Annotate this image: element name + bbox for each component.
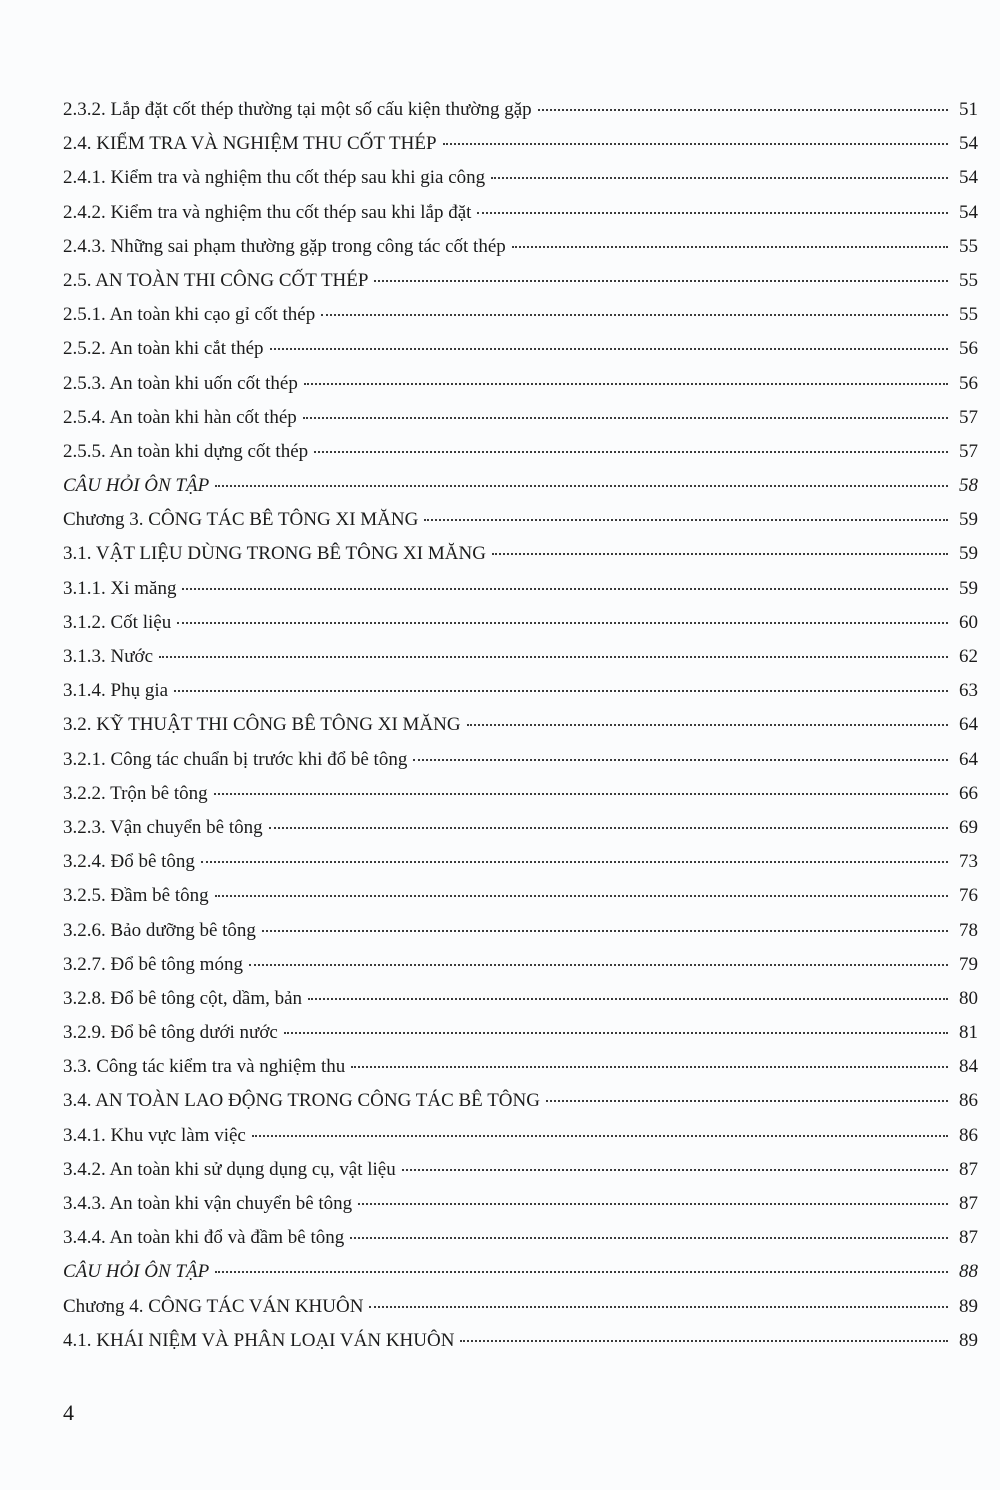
dot-leader xyxy=(358,1203,948,1205)
toc-entry-page: 84 xyxy=(959,1056,978,1078)
toc-entry-page: 80 xyxy=(959,987,978,1009)
toc-entry xyxy=(63,543,978,577)
dot-leader xyxy=(321,314,948,316)
toc-entry-page: 54 xyxy=(959,167,978,189)
toc-entry-page: 55 xyxy=(959,269,978,291)
toc-entry-label: 3.2.9. Đổ bê tông dưới nước xyxy=(63,1022,278,1044)
toc-entry-label: 2.5.1. An toàn khi cạo gỉ cốt thép xyxy=(63,304,316,326)
toc-entry xyxy=(63,1159,978,1193)
toc-entry-label: 3.2.7. Đổ bê tông móng xyxy=(63,953,243,975)
toc-entry xyxy=(63,441,978,475)
toc-entry-page: 86 xyxy=(959,1124,978,1146)
page-number: 4 xyxy=(63,1400,74,1425)
toc-entry xyxy=(63,1296,978,1330)
toc-entry-page: 64 xyxy=(959,748,978,770)
dot-leader xyxy=(460,1340,948,1342)
toc-entry-label: 3.2.8. Đổ bê tông cột, dầm, bản xyxy=(63,987,303,1009)
toc-entry-label: 3.2.6. Bảo dưỡng bê tông xyxy=(63,919,256,941)
toc-entry-label: 3.1.3. Nước xyxy=(63,646,153,667)
toc-entry-label: 3.2. KỸ THUẬT THI CÔNG BÊ TÔNG XI MĂNG xyxy=(63,714,461,736)
toc-entry-label: 2.5.4. An toàn khi hàn cốt thép xyxy=(63,406,297,428)
dot-leader xyxy=(369,1306,948,1308)
toc-entry xyxy=(63,817,978,851)
dot-leader xyxy=(303,417,948,419)
toc-entry xyxy=(63,1125,978,1159)
toc-entry xyxy=(63,1193,978,1227)
dot-leader xyxy=(249,964,948,966)
toc-entry-page: 59 xyxy=(959,543,978,565)
dot-leader xyxy=(492,553,948,555)
toc-entry-page: 56 xyxy=(959,372,978,394)
toc-entry xyxy=(63,338,978,372)
toc-entry-page: 64 xyxy=(959,714,978,736)
toc-entry-page: 66 xyxy=(959,782,978,804)
toc-entry xyxy=(63,1090,978,1124)
toc-entry xyxy=(63,407,978,441)
dot-leader xyxy=(538,109,948,111)
dot-leader xyxy=(350,1237,948,1239)
dot-leader xyxy=(284,1032,948,1034)
toc-entry xyxy=(63,612,978,646)
toc-entry xyxy=(63,1022,978,1056)
toc-entry xyxy=(63,885,978,919)
toc-entry xyxy=(63,988,978,1022)
toc-entry-label: 2.5. AN TOÀN THI CÔNG CỐT THÉP xyxy=(63,269,369,291)
toc-entry-page: 57 xyxy=(959,406,978,428)
toc-entry xyxy=(63,578,978,612)
dot-leader xyxy=(252,1135,948,1137)
toc-entry-label: 3.2.4. Đổ bê tông xyxy=(63,851,195,873)
toc-entry xyxy=(63,954,978,988)
dot-leader xyxy=(443,143,948,145)
table-of-contents xyxy=(63,99,978,1364)
toc-entry-page: 58 xyxy=(959,475,978,497)
toc-entry-page: 54 xyxy=(959,201,978,223)
dot-leader xyxy=(215,1271,948,1273)
toc-entry-page: 60 xyxy=(959,611,978,633)
toc-entry-page: 57 xyxy=(959,440,978,462)
toc-entry xyxy=(63,749,978,783)
toc-entry-label: 3.4.1. Khu vực làm việc xyxy=(63,1124,246,1146)
toc-entry xyxy=(63,373,978,407)
dot-leader xyxy=(215,485,948,487)
toc-entry xyxy=(63,304,978,338)
toc-entry-page: 89 xyxy=(959,1295,978,1317)
dot-leader xyxy=(402,1169,948,1171)
toc-entry xyxy=(63,714,978,748)
toc-entry-page: 54 xyxy=(959,133,978,155)
dot-leader xyxy=(269,827,948,829)
toc-entry-page: 51 xyxy=(959,99,978,120)
toc-entry xyxy=(63,1261,978,1295)
toc-entry xyxy=(63,270,978,304)
toc-entry-label: CÂU HỎI ÔN TẬP xyxy=(63,1261,210,1283)
toc-entry xyxy=(63,202,978,236)
toc-entry xyxy=(63,509,978,543)
toc-entry xyxy=(63,920,978,954)
dot-leader xyxy=(215,895,948,897)
dot-leader xyxy=(262,930,948,932)
toc-entry-label: 2.5.2. An toàn khi cắt thép xyxy=(63,338,264,360)
toc-entry-page: 87 xyxy=(959,1158,978,1180)
toc-entry-label: 3.1.2. Cốt liệu xyxy=(63,611,172,633)
toc-entry-label: 3.2.1. Công tác chuẩn bị trước khi đổ bê tông xyxy=(63,748,408,770)
dot-leader xyxy=(424,519,948,521)
toc-entry-label: 3.3. Công tác kiểm tra và nghiệm thu xyxy=(63,1056,346,1078)
toc-entry xyxy=(63,851,978,885)
dot-leader xyxy=(270,348,948,350)
dot-leader xyxy=(546,1100,948,1102)
dot-leader xyxy=(351,1066,948,1068)
toc-entry-label: 4.1. KHÁI NIỆM VÀ PHÂN LOẠI VÁN KHUÔN xyxy=(63,1329,455,1351)
toc-entry xyxy=(63,1227,978,1261)
dot-leader xyxy=(182,588,948,590)
dot-leader xyxy=(177,622,948,624)
toc-entry-label: 3.1. VẬT LIỆU DÙNG TRONG BÊ TÔNG XI MĂNG xyxy=(63,543,486,565)
toc-entry xyxy=(63,1056,978,1090)
dot-leader xyxy=(159,656,948,658)
toc-entry xyxy=(63,133,978,167)
dot-leader xyxy=(413,759,948,761)
toc-entry-page: 55 xyxy=(959,235,978,257)
toc-entry xyxy=(63,783,978,817)
toc-entry-label: 3.2.2. Trộn bê tông xyxy=(63,782,208,804)
toc-entry-page: 59 xyxy=(959,577,978,599)
toc-entry-page: 89 xyxy=(959,1329,978,1351)
toc-entry-page: 62 xyxy=(959,646,978,667)
toc-entry-label: CÂU HỎI ÔN TẬP xyxy=(63,475,210,497)
toc-entry-label: 3.2.5. Đầm bê tông xyxy=(63,885,209,907)
dot-leader xyxy=(304,383,948,385)
toc-entry-page: 69 xyxy=(959,816,978,838)
dot-leader xyxy=(467,724,948,726)
toc-entry xyxy=(63,680,978,714)
toc-entry xyxy=(63,475,978,509)
toc-entry-page: 55 xyxy=(959,304,978,326)
toc-entry-label: 2.4.1. Kiểm tra và nghiệm thu cốt thép sau khi gia công xyxy=(63,167,486,189)
toc-entry-label: 3.2.3. Vận chuyển bê tông xyxy=(63,816,263,838)
toc-entry-page: 79 xyxy=(959,953,978,975)
dot-leader xyxy=(477,212,948,214)
dot-leader xyxy=(174,690,948,692)
toc-entry-page: 78 xyxy=(959,919,978,941)
toc-entry-label: 3.4.4. An toàn khi đổ và đầm bê tông xyxy=(63,1227,345,1249)
toc-entry-label: 3.1.1. Xi măng xyxy=(63,577,177,599)
toc-entry-label: 2.4.3. Những sai phạm thường gặp trong công tác cốt thép xyxy=(63,235,506,257)
dot-leader xyxy=(314,451,948,453)
toc-entry xyxy=(63,646,978,680)
toc-entry-label: 3.4.2. An toàn khi sử dụng dụng cụ, vật liệu xyxy=(63,1158,396,1180)
toc-entry-label: 2.4. KIỂM TRA VÀ NGHIỆM THU CỐT THÉP xyxy=(63,133,437,155)
toc-entry-page: 59 xyxy=(959,509,978,531)
toc-entry-page: 63 xyxy=(959,680,978,702)
toc-entry-label: 3.4.3. An toàn khi vận chuyển bê tông xyxy=(63,1193,353,1214)
toc-entry-label: Chương 4. CÔNG TÁC VÁN KHUÔN xyxy=(63,1295,364,1317)
dot-leader xyxy=(201,861,948,863)
dot-leader xyxy=(214,793,948,795)
toc-entry xyxy=(63,99,978,133)
toc-entry-page: 87 xyxy=(959,1227,978,1249)
toc-entry-label: 2.3.2. Lắp đặt cốt thép thường tại một số cấu kiện thường gặp xyxy=(63,99,532,120)
toc-entry-page: 86 xyxy=(959,1090,978,1112)
toc-entry-label: 3.1.4. Phụ gia xyxy=(63,680,169,702)
toc-entry xyxy=(63,236,978,270)
dot-leader xyxy=(374,280,948,282)
dot-leader xyxy=(308,998,948,1000)
toc-entry-page: 56 xyxy=(959,338,978,360)
toc-entry-page: 81 xyxy=(959,1022,978,1044)
toc-entry xyxy=(63,167,978,201)
dot-leader xyxy=(512,246,948,248)
toc-entry-page: 76 xyxy=(959,885,978,907)
toc-entry xyxy=(63,1330,978,1364)
toc-entry-label: 2.5.3. An toàn khi uốn cốt thép xyxy=(63,372,298,394)
toc-entry-label: 3.4. AN TOÀN LAO ĐỘNG TRONG CÔNG TÁC BÊ TÔNG xyxy=(63,1090,540,1112)
toc-entry-label: 2.4.2. Kiểm tra và nghiệm thu cốt thép sau khi lắp đặt xyxy=(63,201,472,223)
toc-entry-label: 2.5.5. An toàn khi dựng cốt thép xyxy=(63,440,309,462)
dot-leader xyxy=(491,177,948,179)
toc-entry-page: 88 xyxy=(959,1261,978,1283)
toc-entry-page: 87 xyxy=(959,1193,978,1214)
toc-entry-label: Chương 3. CÔNG TÁC BÊ TÔNG XI MĂNG xyxy=(63,509,419,531)
toc-entry-page: 73 xyxy=(959,851,978,873)
